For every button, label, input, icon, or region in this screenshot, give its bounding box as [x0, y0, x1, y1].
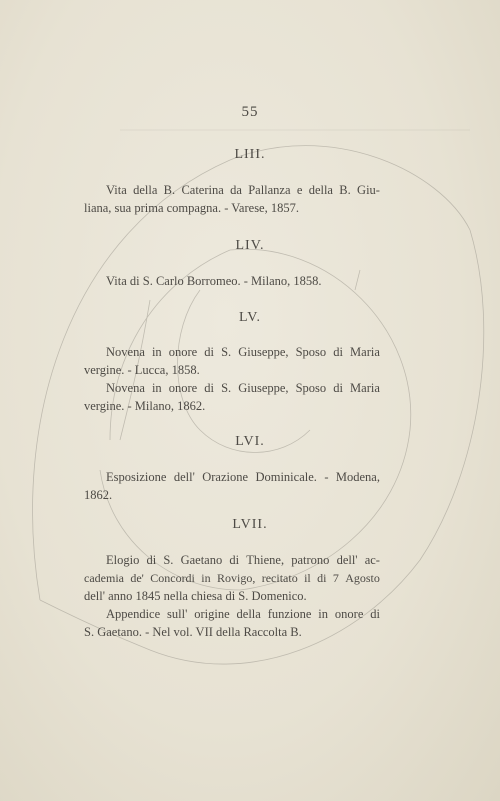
entry-line: vergine. - Milano, 1862.	[84, 399, 206, 413]
section-heading-lvii: LVII.	[232, 517, 268, 532]
section-entry-lv	[84, 343, 380, 415]
section-entry-lvii	[84, 551, 380, 641]
entry-line: vergine. - Lucca, 1858.	[84, 363, 200, 377]
entry-line: S. Gaetano. - Nel vol. VII della Raccolta B.	[84, 625, 302, 639]
section-heading-liv: LIV.	[235, 238, 265, 253]
entry-line: Elogio di S. Gaetano di Thiene, patrono dell' ac-	[106, 553, 380, 567]
entry-line: 1862.	[84, 488, 113, 502]
page-number: 55	[241, 104, 259, 120]
section-heading-lv: LV.	[238, 310, 262, 325]
entry-line: cademia de' Concordi in Rovigo, recitato il di 7 Agosto	[84, 571, 380, 585]
entry-line: liana, sua prima compagna. - Varese, 1857.	[84, 201, 299, 215]
entry-line: Vita di S. Carlo Borromeo. - Milano, 1858.	[106, 274, 322, 288]
section-heading-lvi: LVI.	[235, 434, 265, 449]
entry-line: Esposizione dell' Orazione Dominicale. - Modena,	[106, 470, 380, 484]
entry-line: dell' anno 1845 nella chiesa di S. Domenico.	[84, 589, 307, 603]
section-entry-liii	[84, 181, 380, 217]
entry-line: Novena in onore di S. Giuseppe, Sposo di Maria	[106, 345, 380, 359]
entry-line: Vita della B. Caterina da Pallanza e della B. Giu-	[106, 183, 380, 197]
section-entry-lvi	[84, 468, 380, 504]
entry-line: Novena in onore di S. Giuseppe, Sposo di Maria	[106, 381, 380, 395]
section-entry-liv	[84, 272, 380, 290]
entry-line: Appendice sull' origine della funzione in onore di	[106, 607, 380, 621]
section-heading-liii: LIII.	[234, 147, 266, 162]
